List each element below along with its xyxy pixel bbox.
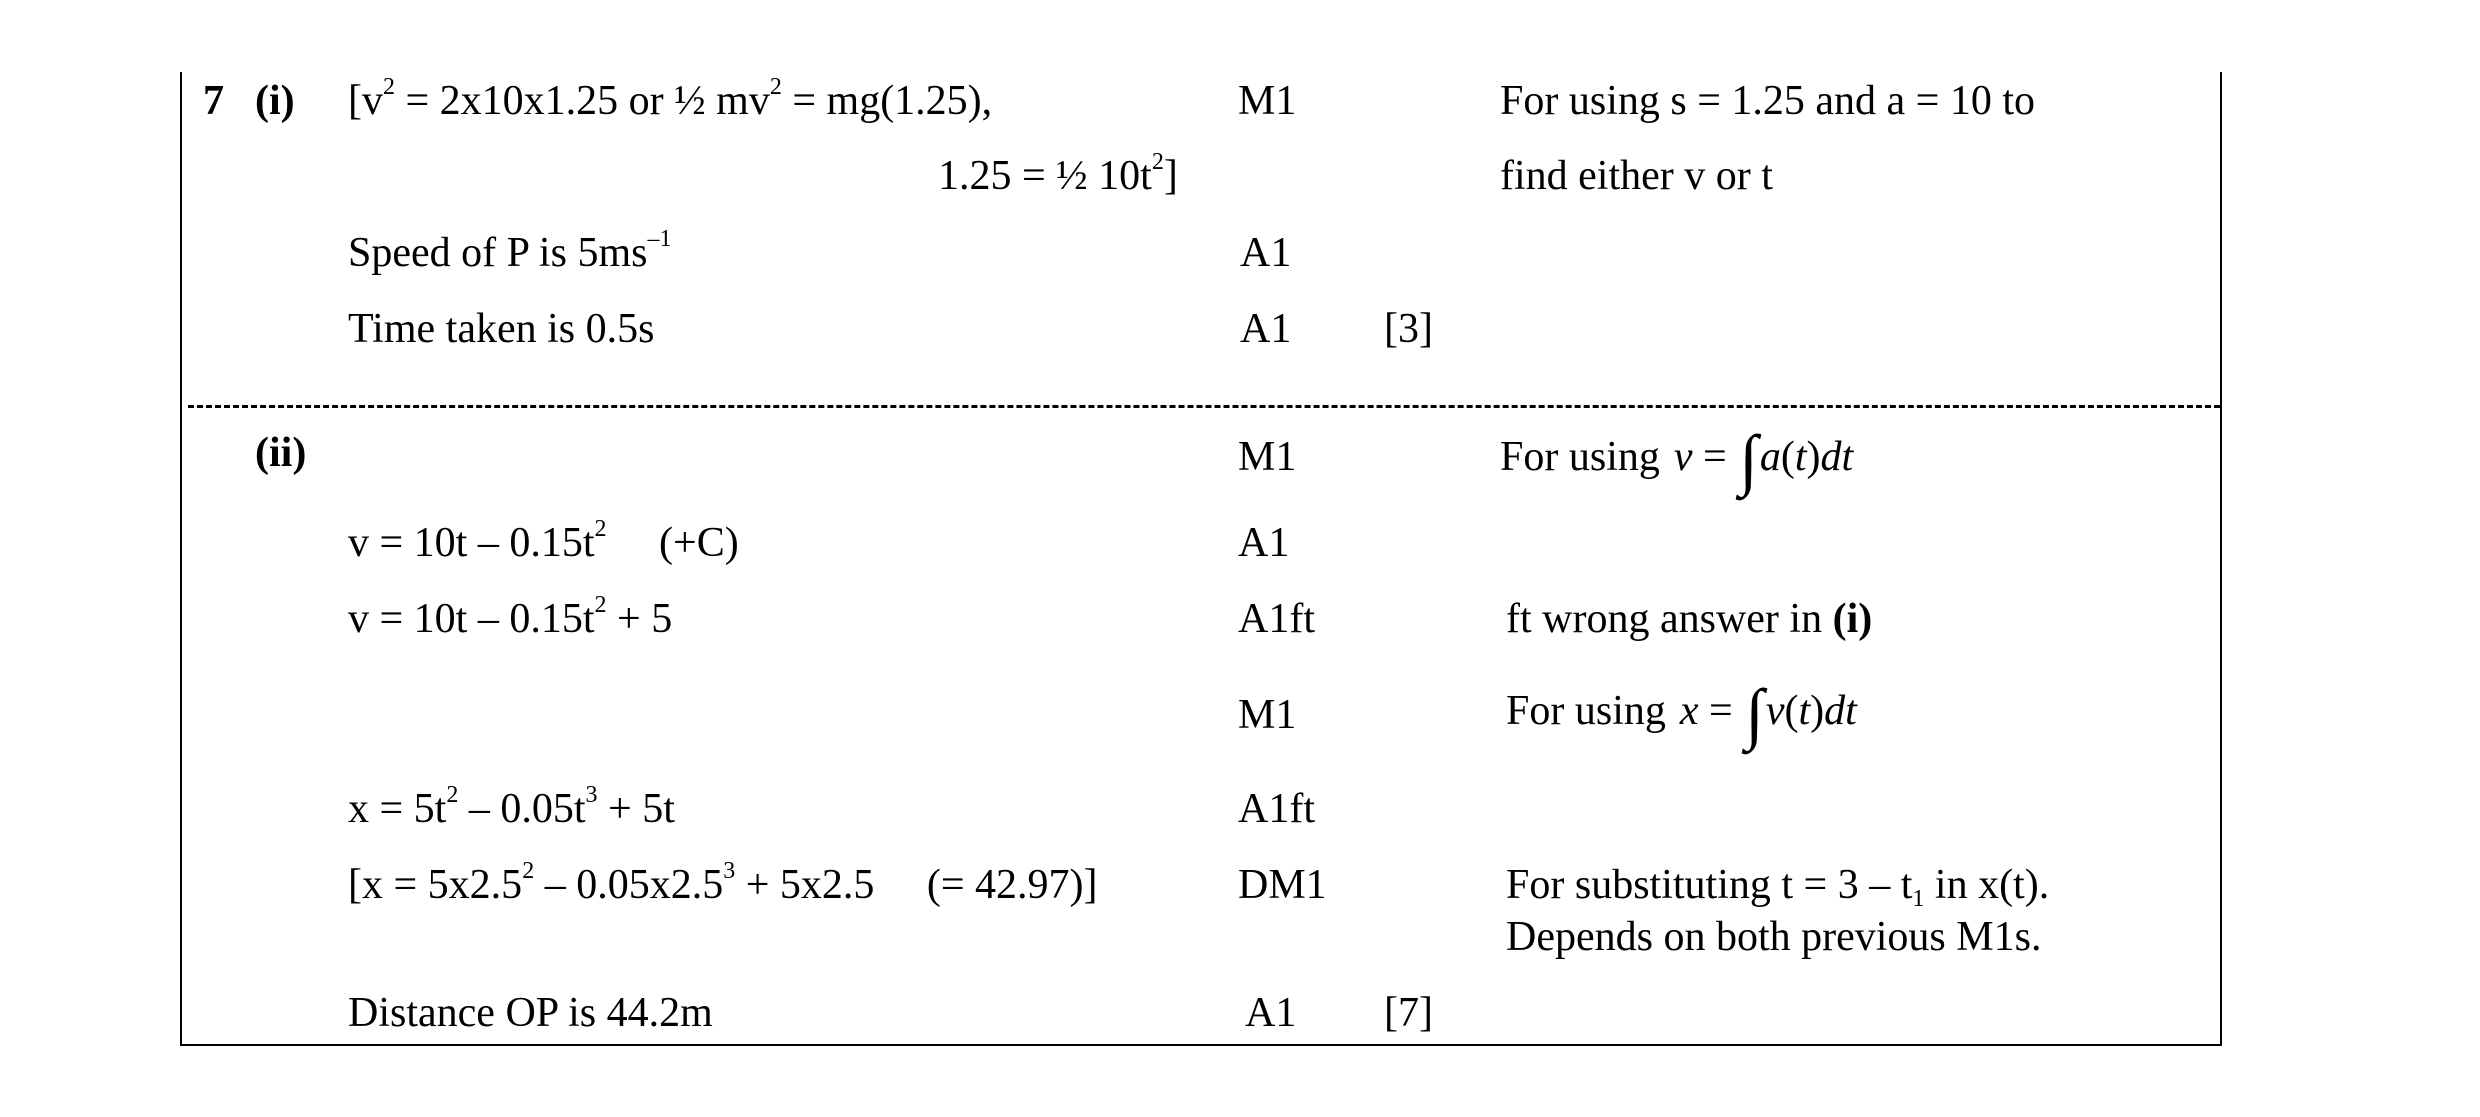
part-ii-work-6: [$x = 5x2.5^2 - 0.05x2.5^3 + 5x2.5$ (= 42.97)] [348, 858, 1098, 908]
part-i-work-3: Speed of P is $5ms^{-1}$ [348, 226, 672, 276]
part-i-work-2: 1.25 = ½ $10t^2$] [938, 149, 1178, 199]
part-ii-mark-7: A1 [1245, 990, 1297, 1036]
part-i-work-4: Time taken is 0.5s [348, 306, 655, 352]
part-ii-label: (ii) [255, 430, 307, 476]
part-i-comment-2: find either v or t [1500, 153, 1773, 199]
part-ii-work-7: Distance OP is 44.2m [348, 990, 713, 1036]
part-ii-comment-3: ft wrong answer in (i) [1506, 596, 1873, 642]
question-number: 7 [203, 78, 224, 124]
part-i-comment-1: For using s = 1.25 and a = 10 to [1500, 78, 2036, 124]
part-ii-mark-2: A1 [1238, 520, 1290, 566]
part-i-mark-4: A1 [1240, 306, 1292, 352]
part-i-mark-3: A1 [1240, 230, 1292, 276]
part-divider [188, 405, 2220, 408]
part-ii-work-3: $v = 10t - 0.15t^2 + 5$ [348, 592, 673, 642]
part-ii-comment-6b: Depends on both previous M1s. [1506, 914, 2042, 960]
part-ii-work-5: $x = 5t^2 - 0.05t^3 + 5t$ [348, 782, 675, 832]
part-ii-mark-5: A1ft [1238, 786, 1315, 832]
position-integral-formula: x = ∫v(t)dt [1679, 675, 1857, 751]
part-ii-comment-6: For substituting $t = 3 - t_1$ in x(t). [1506, 862, 2050, 912]
part-ii-mark-1: M1 [1238, 434, 1297, 480]
integral-sign-icon: ∫ [1745, 675, 1764, 751]
part-ii-mark-4: M1 [1238, 692, 1297, 738]
part-ii-comment-4: For using x = ∫v(t)dt [1506, 675, 1857, 751]
part-i-total: [3] [1384, 306, 1433, 352]
integral-sign-icon: ∫ [1739, 421, 1758, 497]
part-ii-total: [7] [1384, 990, 1433, 1036]
part-ii-mark-3: A1ft [1238, 596, 1315, 642]
part-ii-work-2: $v = 10t - 0.15t^2$ (+C) [348, 516, 739, 566]
velocity-integral-formula: v = ∫a(t)dt [1673, 421, 1854, 497]
part-i-mark-1: M1 [1238, 78, 1297, 124]
part-ii-comment-1: For using v = ∫a(t)dt [1500, 421, 1854, 497]
part-ii-mark-6: DM1 [1238, 862, 1327, 908]
part-i-label: (i) [255, 78, 295, 124]
part-i-work-1: [$v^2 = 2x10x1.25$ or ½ $mv^2 = mg(1.25)$, [348, 74, 993, 124]
